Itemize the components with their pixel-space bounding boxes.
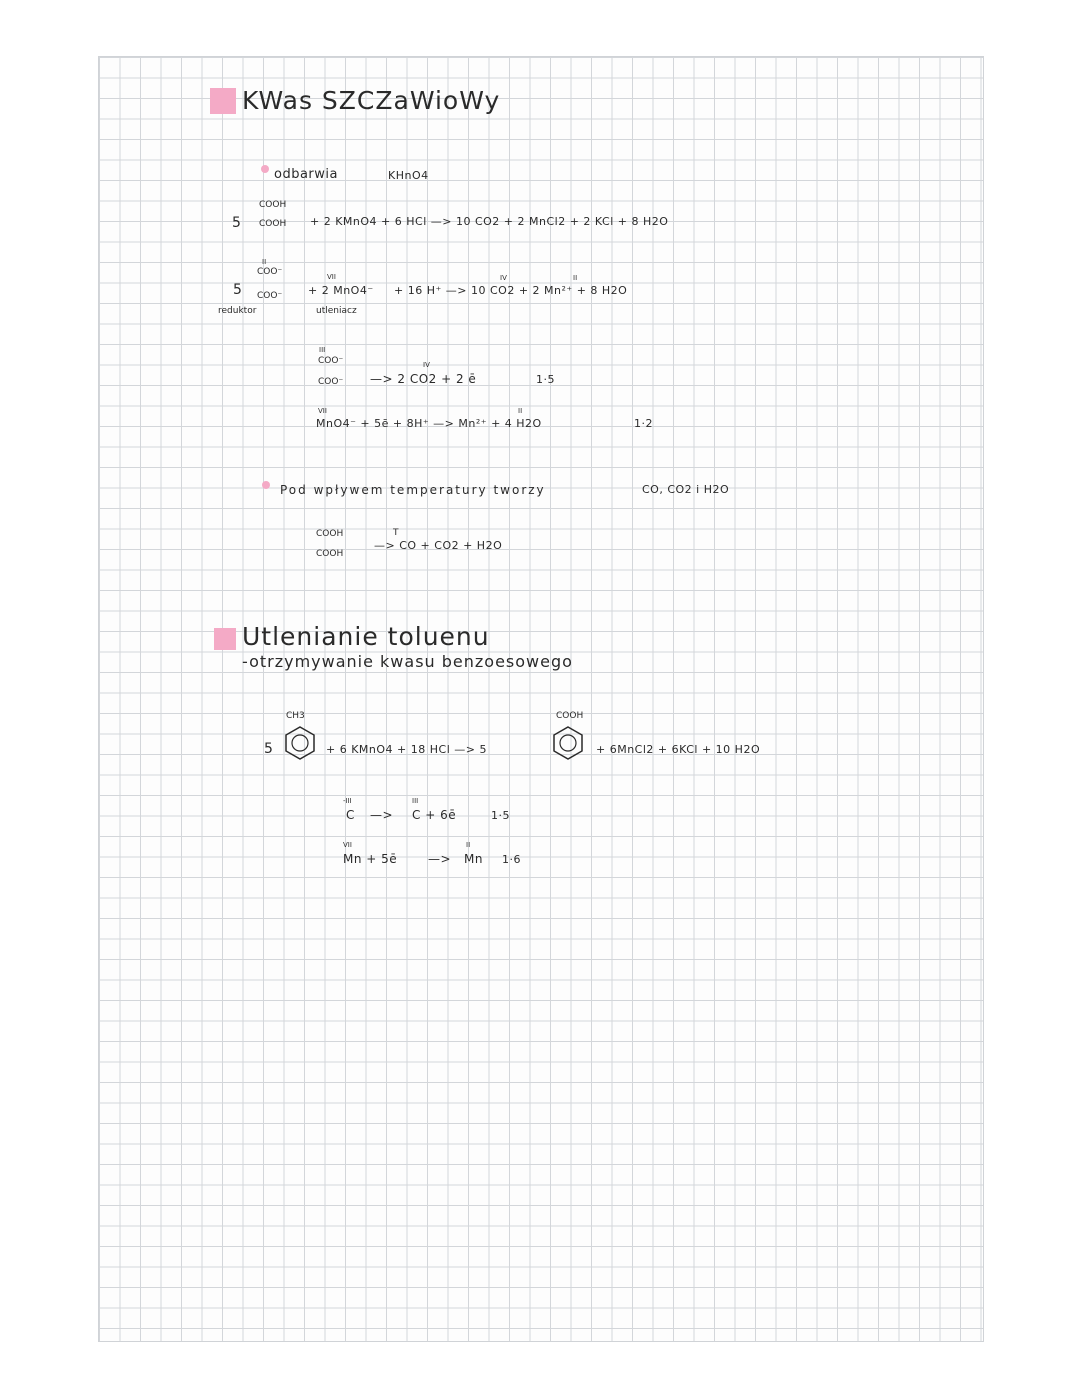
formula-bottom: COOH (316, 549, 344, 559)
oxidation-state: VII (343, 841, 352, 849)
arrow-label: T (393, 528, 399, 538)
section-marker (214, 628, 236, 650)
equation-text: C (346, 808, 355, 822)
oxidation-state: III (319, 346, 326, 354)
equation-text: C + 6ē (412, 808, 457, 822)
coefficient: 5 (233, 282, 242, 298)
oxidation-state: II (573, 274, 578, 282)
substituent-label: CH3 (286, 711, 305, 721)
equation-text: + 2 MnO4⁻ (308, 284, 374, 297)
oxidation-state: VII (318, 407, 327, 415)
electron-ratio: 1·5 (536, 373, 555, 386)
equation-text: Mn (464, 852, 483, 866)
bullet-dot (261, 165, 269, 173)
oxidation-state: -III (343, 797, 352, 805)
arrow: —> (428, 852, 452, 866)
oxidation-state: VII (327, 273, 336, 281)
formula-top: COOH (316, 529, 344, 539)
products-text: CO, CO2 i H2O (642, 483, 730, 496)
bullet-word: odbarwia (274, 167, 338, 182)
grid-paper (98, 56, 984, 1342)
oxidation-state: II (518, 407, 523, 415)
formula-bottom: COO⁻ (318, 377, 344, 387)
formula-bottom: COOH (259, 219, 287, 229)
oxidation-state: IV (423, 361, 430, 369)
equation-text: MnO4⁻ + 5ē + 8H⁺ —> Mn²⁺ + 4 H2O (316, 417, 542, 430)
reagent-label: KHnO4 (388, 169, 429, 182)
formula-top: COO⁻ (318, 356, 344, 366)
substituent-label: COOH (556, 711, 584, 721)
electron-ratio: 1·2 (634, 417, 653, 430)
equation-text: + 2 KMnO4 + 6 HCl —> 10 CO2 + 2 MnCl2 + 2 KCl + 8 H2O (310, 215, 669, 228)
oxidation-state: II (466, 841, 471, 849)
benzene-ring-icon (282, 725, 318, 761)
section-title: KWas SZCZaWioWy (242, 86, 501, 115)
section-marker (210, 88, 236, 114)
oxidation-state: II (262, 258, 267, 266)
oxidation-state: III (412, 797, 419, 805)
electron-ratio: 1·5 (491, 809, 510, 822)
section-subtitle: -otrzymywanie kwasu benzoesowego (242, 652, 573, 671)
formula-top: COO⁻ (257, 267, 283, 277)
formula-top: COOH (259, 200, 287, 210)
equation-text: —> CO + CO2 + H2O (374, 539, 503, 552)
electron-ratio: 1·6 (502, 853, 521, 866)
equation-text: + 6 KMnO4 + 18 HCl —> 5 (326, 743, 487, 756)
benzene-ring-icon (550, 725, 586, 761)
section-title: Utlenianie toluenu (242, 622, 490, 651)
equation-text: —> 2 CO2 + 2 ē (370, 372, 477, 386)
coefficient: 5 (264, 741, 273, 757)
arrow: —> (370, 808, 394, 822)
role-label: reduktor (218, 306, 257, 316)
bullet-text: Pod wpływem temperatury tworzy (280, 483, 546, 497)
equation-text: + 16 H⁺ —> 10 CO2 + 2 Mn²⁺ + 8 H2O (394, 284, 628, 297)
role-label: utleniacz (316, 306, 357, 316)
equation-text: Mn + 5ē (343, 852, 398, 866)
bullet-dot (262, 481, 270, 489)
formula-bottom: COO⁻ (257, 291, 283, 301)
oxidation-state: IV (500, 274, 507, 282)
coefficient: 5 (232, 215, 241, 231)
equation-text: + 6MnCl2 + 6KCl + 10 H2O (596, 743, 761, 756)
